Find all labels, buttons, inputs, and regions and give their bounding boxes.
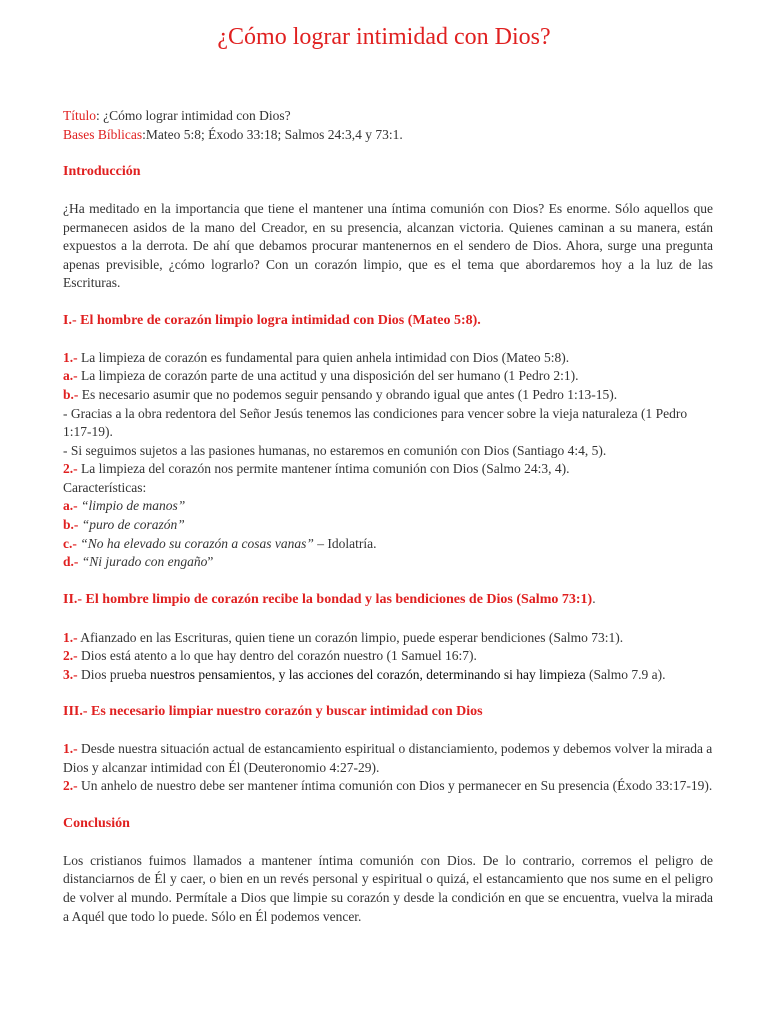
s1-point-b: b.- Es necesario asumir que no podemos seguir pensando y obrando igual que antes (1 Pedro 1:13-15). <box>63 386 618 402</box>
intro-text: ¿Ha meditado en la importancia que tiene el mantener una íntima comunión con Dios? Es enorme. Sólo aquellos que permanecen asidos de la mano del Creador, en su presencia, alcanzan victoria. Quienes caminan a su manera, están expuestos a la derrota. De ahí que debamos procurar mantenernos en el sendero de Dios. Ahora, surge una pregunta apenas previsible, ¿cómo lograrlo? Con un corazón limpio, que es el tema que abordaremos hoy a la luz de las Escrituras. <box>63 200 713 291</box>
bases-value: :Mateo 5:8; Éxodo 33:18; Salmos 24:3,4 y 73:1. <box>142 126 403 142</box>
s1-char-c: c.- “No ha elevado su corazón a cosas vanas” – Idolatría. <box>63 535 377 551</box>
s1-point-2: 2.- La limpieza del corazón nos permite mantener íntima comunión con Dios (Salmo 24:3, 4). <box>63 461 570 477</box>
bases-label: Bases Bíblicas <box>63 126 143 142</box>
section-3-heading: III.- Es necesario limpiar nuestro corazón y buscar intimidad con Dios <box>63 704 483 719</box>
title-value: : ¿Cómo lograr intimidad con Dios? <box>96 108 291 123</box>
s1-char-a: a.- “limpio de manos” <box>63 498 186 514</box>
section-1-heading: I.- El hombre de corazón limpio logra intimidad con Dios (Mateo 5:8). <box>63 312 481 328</box>
meta-bases-line <box>63 126 713 145</box>
s1-point-1: 1.- La limpieza de corazón es fundamental para quien anhela intimidad con Dios (Mateo 5:8). <box>63 349 570 365</box>
conclusion-text: Los cristianos fuimos llamados a mantener íntima comunión con Dios. De lo contrario, corremos el peligro de distanciarnos de Él y caer, o bien en un revés personal y espiritual o quizá, el estancamiento que nos sume en el peligro de volver al mundo. Permítale a Dios que limpie su corazón y desde la condición en que se encuentra, vuelva la mirada a Aquél que todo lo puede. Sólo en Él podemos vencer. <box>63 852 713 924</box>
s1-dash-2: - Si seguimos sujetos a las pasiones humanas, no estaremos en comunión con Dios (Santiago 4:4, 5). <box>63 442 607 458</box>
s1-dash-1: - Gracias a la obra redentora del Señor Jesús tenemos las condiciones para vencer sobre la vieja naturaleza (1 Pedro 1:17-19). <box>63 405 688 440</box>
s3-point-2: 2.- Un anhelo de nuestro debe ser mantener íntima comunión con Dios y permanecer en Su presencia (Éxodo 33:17-19). <box>63 778 713 794</box>
s1-char-d: d.- “Ni jurado con engaño” <box>63 554 214 570</box>
section-2-heading: II.- El hombre limpio de corazón recibe la bondad y las bendiciones de Dios (Salmo 73:1). <box>63 591 596 608</box>
document-body <box>63 107 713 926</box>
s3-point-1: 1.- Desde nuestra situación actual de estancamiento espiritual o distanciamiento, podemos y debemos volver la mirada a Dios y alcanzar intimidad con Él (Deuteronomio 4:27-29). <box>63 741 713 775</box>
s1-char-b: b.- “puro de corazón” <box>63 517 185 533</box>
title-label: Título <box>63 108 96 123</box>
meta-title-line <box>63 107 713 126</box>
s2-point-1: 1.- Afianzado en las Escrituras, quien tiene un corazón limpio, puede esperar bendiciones (Salmo 73:1). <box>63 629 624 645</box>
conclusion-heading: Conclusión <box>63 815 130 831</box>
s1-point-a: a.- La limpieza de corazón parte de una actitud y una disposición del ser humano (1 Pedro 2:1). <box>63 368 579 384</box>
s1-characteristics-label: Características: <box>63 479 147 495</box>
page-title: ¿Cómo lograr intimidad con Dios? <box>217 24 551 50</box>
intro-heading: Introducción <box>63 163 141 179</box>
s2-point-3: 3.- Dios prueba nuestros pensamientos, y las acciones del corazón, determinando si hay limpieza (Salmo 7.9 a). <box>63 666 666 682</box>
s2-point-2: 2.- Dios está atento a lo que hay dentro del corazón nuestro (1 Samuel 16:7). <box>63 648 477 664</box>
